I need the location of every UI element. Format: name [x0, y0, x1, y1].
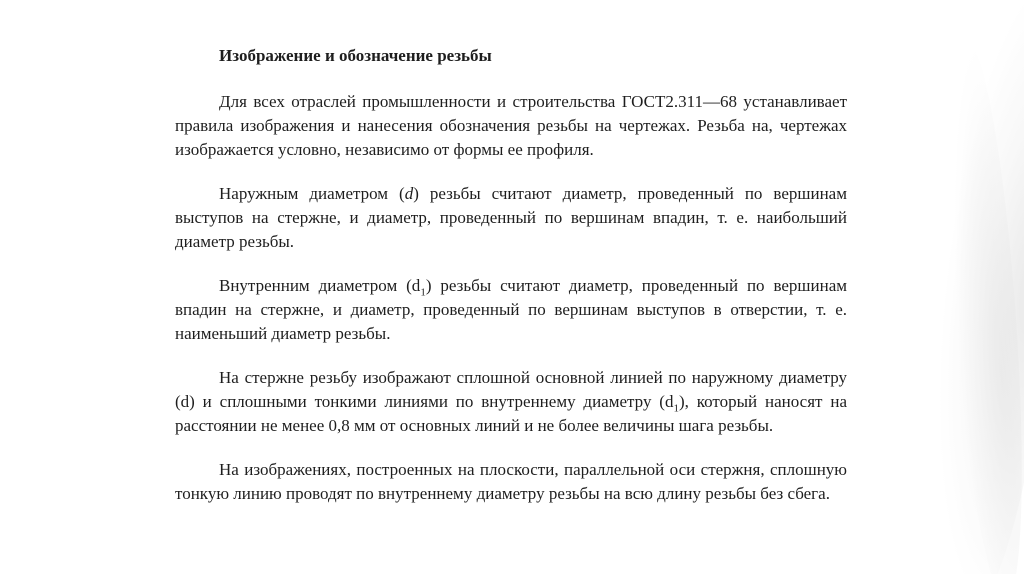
p4-subscript: 1	[673, 402, 679, 415]
p2-symbol-d: d	[404, 184, 414, 203]
paragraph-parallel-projection: На изображениях, построенных на плоскости, параллельной оси стержня, сплошную тонкую линию проводят по внутреннему диаметру резьбы на всю длину резьбы без сбега.	[175, 460, 847, 503]
p3-text-start: Внутренним диаметром (d	[219, 276, 421, 295]
p2-text-start: Наружным диаметром (	[219, 184, 405, 203]
p3-text-end: ) резьбы считают диаметр, проведенный по вершинам впадин на стержне, и диаметр, проведенный по вершинам выступов в отверстии, т. е. наименьший диаметр резьбы.	[175, 276, 848, 343]
paragraph-inner-diameter	[175, 274, 847, 346]
paragraph-rod-thread-lines	[175, 366, 847, 438]
p4-text-end: ), который наносят на расстоянии не менее 0,8 мм от основных линий и не более величины шага резьбы.	[175, 392, 847, 435]
p2-text-end: ) резьбы считают диаметр, проведенный по вершинам выступов на стержне, и диаметр, проведенный по вершинам впадин, т. е. наибольший диаметр резьбы.	[175, 184, 847, 251]
p4-text-start: На стержне резьбу изображают сплошной основной линией по наружному диаметру (d) и сплошными тонкими линиями по внутреннему диаметру (d	[175, 368, 847, 411]
paragraph-gost-standard: Для всех отраслей промышленности и строительства ГОСТ2.311—68 устанавливает правила изображения и нанесения обозначения резьбы на чертежах. Резьба на, чертежах изображается условно, независимо от формы ее профиля.	[175, 92, 847, 159]
paragraph-outer-diameter	[175, 182, 847, 254]
document-text-block	[175, 44, 847, 506]
document-title: Изображение и обозначение резьбы	[219, 46, 492, 65]
p3-subscript: 1	[420, 286, 426, 299]
